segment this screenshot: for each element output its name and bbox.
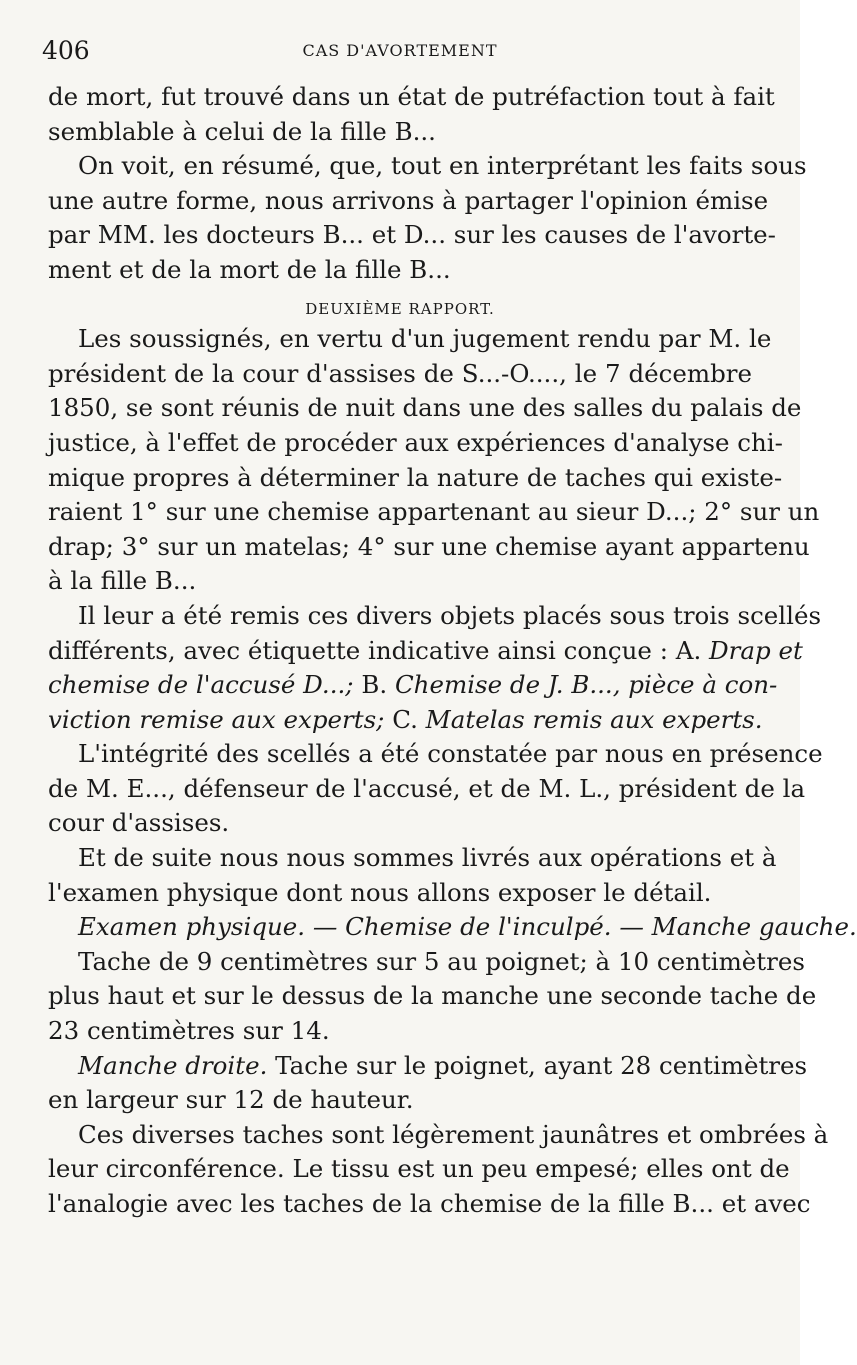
text-line: [48, 703, 763, 738]
text-line: leur circonférence. Le tissu est un peu empesé; elles ont de: [48, 1154, 790, 1184]
text-line: plus haut et sur le dessus de la manche une seconde tache de: [48, 981, 817, 1011]
text-line: justice, à l'effet de procéder aux expériences d'analyse chi-: [48, 427, 783, 457]
text-line: raient 1° sur une chemise appartenant au sieur D...; 2° sur un: [48, 497, 820, 527]
text-segment: différents, avec étiquette indicative ainsi conçue : A.: [48, 635, 710, 665]
text-line: cour d'assises.: [48, 808, 230, 838]
page-header: [42, 36, 758, 66]
text-line: drap; 3° sur un matelas; 4° sur une chemise ayant appartenu: [48, 531, 810, 561]
section-heading-text: DEUXIÈME RAPPORT.: [305, 299, 495, 318]
running-head: CAS D'AVORTEMENT: [302, 41, 498, 60]
text-line: mique propres à déterminer la nature de taches qui existe-: [48, 462, 783, 492]
text-line: 23 centimètres sur 14.: [48, 1016, 330, 1046]
italic-text: Drap et: [709, 635, 803, 665]
text-line: Et de suite nous nous sommes livrés aux opérations et à: [78, 843, 777, 873]
text-line: [48, 634, 803, 669]
text-line: de M. E..., défenseur de l'accusé, et de M. L., président de la: [48, 773, 806, 803]
text-line: Tache de 9 centimètres sur 5 au poignet; à 10 centimètres: [78, 946, 805, 976]
italic-text: viction remise aux experts;: [48, 704, 393, 734]
text-line: par MM. les docteurs B... et D... sur les causes de l'avorte-: [48, 220, 776, 250]
text-line: l'analogie avec les taches de la chemise de la fille B... et avec: [48, 1189, 811, 1218]
text-line: On voit, en résumé, que, tout en interprétant les faits sous: [78, 151, 807, 181]
text-line: L'intégrité des scellés a été constatée par nous en présence: [78, 739, 823, 769]
text-line: Les soussignés, en vertu d'un jugement rendu par M. le: [78, 324, 772, 354]
text-segment: B.: [361, 670, 395, 700]
text-segment: C.: [392, 704, 426, 734]
text-line: de mort, fut trouvé dans un état de putréfaction tout à fait: [48, 82, 775, 111]
italic-text: Examen physique. — Chemise de l'inculpé. — Manche gauche.: [78, 912, 857, 942]
text-line: à la fille B...: [48, 566, 197, 596]
text-line: Il leur a été remis ces divers objets placés sous trois scellés: [78, 600, 822, 630]
text-line: semblable à celui de la fille B...: [48, 116, 436, 146]
text-line: Ces diverses taches sont légèrement jaunâtres et ombrées à: [78, 1119, 829, 1149]
italic-text: Manche droite.: [78, 1050, 268, 1080]
text-line: 1850, se sont réunis de nuit dans une des salles du palais de: [48, 393, 802, 423]
page-body: [48, 80, 857, 1222]
text-line: en largeur sur 12 de hauteur.: [48, 1085, 414, 1115]
page-number: 406: [42, 36, 90, 65]
text-line: [48, 910, 857, 945]
text-segment: Tache sur le poignet, ayant 28 centimètres: [267, 1050, 808, 1080]
section-heading: [48, 288, 752, 323]
italic-text: Chemise de J. B..., pièce à con-: [394, 670, 778, 700]
text-line: l'examen physique dont nous allons exposer le détail.: [48, 877, 712, 907]
text-line: ment et de la mort de la fille B...: [48, 254, 451, 284]
text-line: [48, 1049, 808, 1084]
italic-text: chemise de l'accusé D...;: [48, 670, 362, 700]
italic-text: Matelas remis aux experts.: [425, 704, 763, 734]
text-line: une autre forme, nous arrivons à partager l'opinion émise: [48, 185, 769, 215]
text-line: [48, 668, 778, 703]
text-line: président de la cour d'assises de S...-O...., le 7 décembre: [48, 358, 752, 388]
